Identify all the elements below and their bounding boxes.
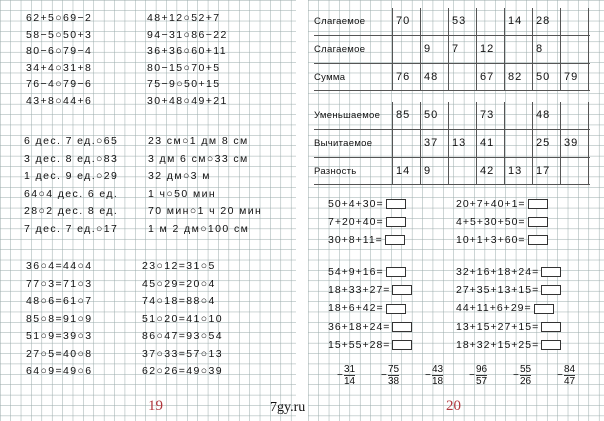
exercise-line: 94−31○86−22 [147, 28, 228, 41]
exercise-line: 6 дес. 7 ед.○65 [24, 135, 119, 147]
equation-text: 18+33+27= [328, 284, 391, 297]
column-subtraction [469, 364, 488, 387]
subtraction-bottom: 57 [476, 376, 488, 387]
answer-box [534, 304, 554, 314]
block2-left-column [24, 133, 118, 238]
table-cell: 42 [480, 165, 495, 177]
block1-left-column [26, 10, 92, 109]
exercise-line: 7 дес. 7 ед.○17 [24, 222, 119, 235]
table-row-label: Сумма [314, 72, 346, 83]
table-row-label: Слагаемое [314, 16, 366, 27]
exercise-line: 45○29=20○4 [142, 277, 216, 290]
subtraction-bottom: 14 [344, 376, 356, 387]
answer-box [541, 285, 561, 295]
exercise-line: 30+48○49+21 [147, 94, 228, 107]
equation-row [328, 321, 412, 333]
equation-row [456, 266, 561, 278]
table-row-label: Разность [314, 166, 357, 177]
answer-box [386, 267, 406, 277]
table-cell: 79 [564, 71, 579, 83]
equation-row [328, 339, 412, 351]
minus-sign: − [425, 370, 431, 381]
equation-row [328, 198, 406, 210]
equation-text: 4+5+30+50= [456, 216, 526, 228]
answer-box [392, 285, 412, 295]
page-number-left: 19 [148, 398, 163, 414]
equation-row [456, 284, 561, 296]
exercise-line: 51○9=39○3 [26, 330, 93, 342]
exercise-line: 1 м 2 дм○100 см [148, 222, 250, 235]
site-watermark: 7gy.ru [270, 400, 306, 415]
table-cell: 39 [564, 137, 579, 149]
exercise-line: 85○8=91○9 [26, 312, 93, 325]
exercise-line: 23○12=31○5 [142, 260, 216, 272]
table-row-divider [314, 157, 590, 158]
exercise-line: 23 см○1 дм 8 см [148, 135, 249, 147]
exercise-line: 27○5=40○8 [26, 347, 93, 360]
subtraction-top: 31 [344, 364, 356, 375]
equation-text: 27+35+13+15= [456, 284, 540, 297]
table-col-divider [560, 8, 561, 90]
table-col-divider [420, 8, 421, 90]
exercise-line: 1 ч○50 мин [148, 187, 217, 200]
equation-text: 36+18+24= [328, 320, 391, 333]
answer-box [386, 304, 406, 314]
minus-sign: − [513, 370, 519, 381]
block2-right-column [148, 133, 262, 238]
table-row-label: Вычитаемое [314, 138, 373, 149]
table-cell: 12 [480, 43, 495, 55]
table-col-divider [448, 8, 449, 90]
table-cell: 17 [536, 165, 551, 177]
equation-text: 10+1+3+60= [456, 234, 526, 246]
answer-box [528, 217, 548, 227]
equation-text: 15+55+28= [328, 338, 391, 351]
exercise-line: 3 дес. 8 ед.○83 [24, 152, 119, 165]
answer-box [528, 235, 548, 245]
table-col-divider [448, 102, 449, 184]
table-cell: 76 [396, 71, 411, 83]
exercise-line: 80−15○70+5 [147, 61, 221, 74]
answer-box [392, 340, 412, 350]
answer-box [392, 322, 412, 332]
column-subtraction [337, 364, 356, 387]
table-row-divider [314, 35, 590, 36]
table-cell: 9 [424, 165, 432, 177]
equation-row [328, 216, 406, 228]
equation-text: 20+7+40+1= [456, 198, 526, 210]
answer-box [528, 199, 548, 209]
table-row-divider [314, 129, 590, 130]
table-cell: 14 [396, 165, 411, 177]
table-cell: 41 [480, 137, 495, 149]
column-subtraction [513, 364, 532, 387]
subtraction-bottom: 18 [432, 376, 444, 387]
exercise-line: 64○9=49○6 [26, 365, 93, 377]
column-subtraction [381, 364, 400, 387]
table-cell: 50 [424, 109, 439, 121]
table-difference [314, 102, 590, 184]
table-col-divider [476, 102, 477, 184]
exercise-line: 70 мин○1 ч 20 мин [148, 205, 263, 217]
minus-sign: − [337, 370, 343, 381]
exercise-line: 3 дм 6 см○33 см [148, 152, 249, 165]
exercise-line: 74○18=88○4 [142, 295, 216, 307]
exercise-line: 36+36○60+11 [147, 45, 227, 57]
table-col-divider [532, 8, 533, 90]
equation-text: 18+6+42= [328, 302, 384, 315]
table-cell: 82 [508, 71, 523, 83]
exercise-line: 62○26=49○39 [142, 365, 223, 377]
exercise-line: 58−5○50+3 [26, 28, 93, 41]
equation-text: 7+20+40= [328, 216, 384, 228]
table-row-divider [314, 63, 590, 64]
table-cell: 85 [396, 109, 411, 121]
page-gutter [296, 0, 308, 421]
equation-row [456, 321, 561, 333]
block3-right-column [142, 258, 223, 381]
answer-box [386, 199, 406, 209]
exercise-line: 86○47=93○54 [142, 330, 223, 342]
table-cell: 50 [536, 71, 551, 83]
equation-text: 32+16+18+24= [456, 266, 540, 278]
equation-text: 44+11+6+29= [456, 302, 532, 315]
equation-row [456, 339, 561, 351]
block1-right-column [147, 10, 228, 109]
exercise-line: 48○6=61○7 [26, 295, 93, 307]
table-col-divider [392, 8, 393, 90]
column-subtraction [557, 364, 576, 387]
table-bottom-border [314, 90, 590, 91]
answer-box [541, 340, 561, 350]
subtraction-bottom: 38 [388, 376, 400, 387]
table-cell: 37 [424, 137, 439, 149]
table-cell: 13 [452, 137, 467, 149]
equation-row [456, 198, 548, 210]
table-cell: 25 [536, 137, 551, 149]
exercise-line: 1 дес. 9 ед.○29 [24, 170, 119, 182]
minus-sign: − [557, 370, 563, 381]
equation-text: 54+9+16= [328, 266, 384, 278]
exercise-line: 48+12○52+7 [147, 12, 221, 24]
exercise-line: 34+4○31+8 [26, 61, 93, 74]
exercise-line: 51○20=41○10 [142, 312, 223, 325]
table-cell: 73 [480, 109, 495, 121]
table-row-label: Слагаемое [314, 44, 366, 55]
exercise-line: 77○3=71○3 [26, 277, 93, 290]
table-cell: 28 [536, 15, 551, 27]
answer-box [541, 267, 561, 277]
table-col-divider [588, 8, 589, 90]
equation-text: 18+32+15+25= [456, 338, 540, 351]
exercise-line: 43+8○44+6 [26, 94, 93, 107]
table-cell: 13 [508, 165, 523, 177]
subtraction-bottom: 47 [564, 376, 576, 387]
subtraction-top: 96 [476, 364, 488, 375]
answer-box [541, 322, 561, 332]
page-number-right: 20 [446, 398, 461, 414]
exercise-line: 37○33=57○13 [142, 347, 223, 360]
equation-text: 30+8+11= [328, 234, 383, 246]
table-col-divider [532, 102, 533, 184]
table-cell: 8 [536, 43, 544, 55]
equation-text: 50+4+30= [328, 198, 384, 210]
subtraction-top: 43 [432, 364, 444, 375]
equation-row [328, 234, 405, 246]
subtraction-top: 84 [564, 364, 576, 375]
table-col-divider [420, 102, 421, 184]
equation-text: 13+15+27+15= [456, 320, 540, 333]
table-cell: 70 [396, 15, 411, 27]
equation-row [328, 302, 406, 314]
equation-row [328, 284, 412, 296]
subtraction-top: 75 [388, 364, 400, 375]
exercise-line: 62+5○69−2 [26, 12, 93, 24]
exercise-line: 75−9○50+15 [147, 78, 221, 90]
table-cell: 48 [424, 71, 439, 83]
exercise-line: 80−6○79−4 [26, 45, 93, 57]
minus-sign: − [469, 370, 475, 381]
table-cell: 67 [480, 71, 495, 83]
minus-sign: − [381, 370, 387, 381]
table-col-divider [392, 102, 393, 184]
subtraction-top: 55 [520, 364, 532, 375]
table-cell: 53 [452, 15, 467, 27]
equation-row [456, 234, 548, 246]
table-sum [314, 8, 590, 90]
table-col-divider [504, 102, 505, 184]
equation-row [456, 216, 548, 228]
table-cell: 14 [508, 15, 523, 27]
exercise-line: 64○4 дес. 6 ед. [24, 187, 119, 200]
column-subtraction [425, 364, 444, 387]
table-col-divider [504, 8, 505, 90]
exercise-line: 36○4=44○4 [26, 260, 93, 272]
table-cell: 7 [452, 43, 460, 55]
exercise-line: 76−4○79−6 [26, 78, 93, 90]
table-col-divider [560, 102, 561, 184]
table-cell: 48 [536, 109, 551, 121]
subtraction-bottom: 26 [520, 376, 532, 387]
table-col-divider [588, 102, 589, 184]
table-bottom-border [314, 184, 590, 185]
exercise-line: 28○2 дес. 8 ед. [24, 205, 119, 217]
table-cell: 9 [424, 43, 432, 55]
equation-row [456, 302, 554, 314]
table-col-divider [476, 8, 477, 90]
block3-left-column [26, 258, 92, 381]
exercise-line: 32 дм○3 м [148, 170, 211, 182]
answer-box [385, 235, 405, 245]
equation-row [328, 266, 406, 278]
table-row-label: Уменьшаемое [314, 110, 381, 121]
answer-box [386, 217, 406, 227]
